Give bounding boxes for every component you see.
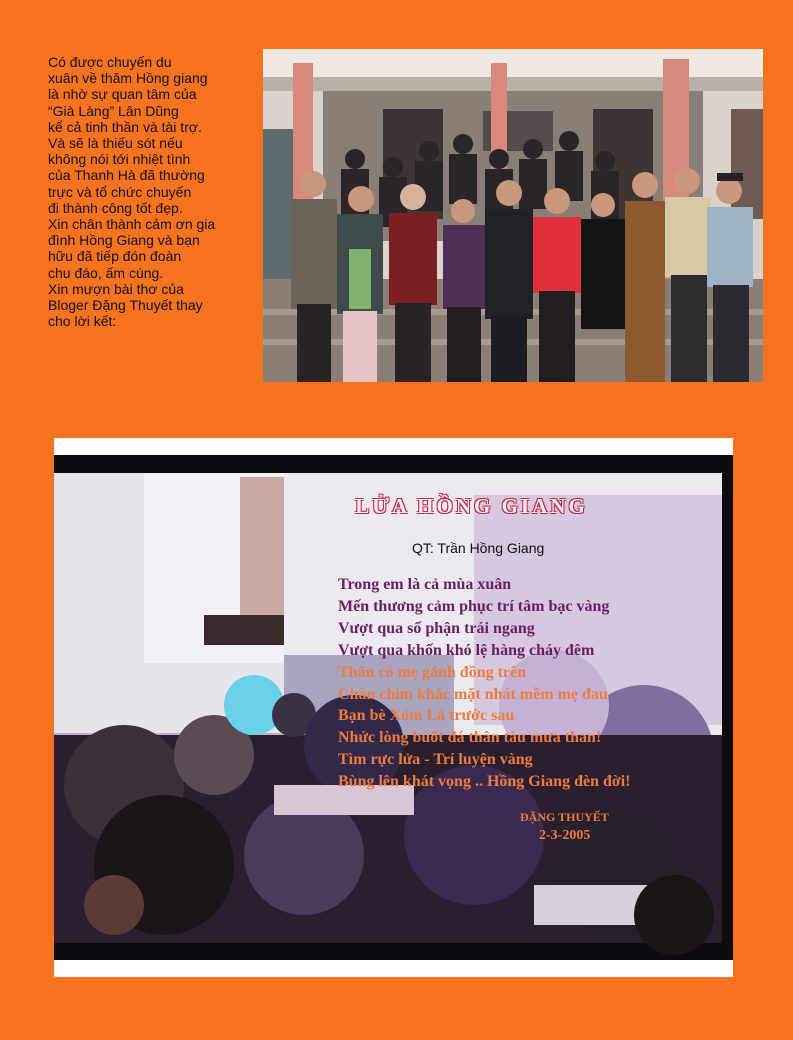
poem-verse-line: Trong em là cả mùa xuân xyxy=(338,576,512,593)
poem-author: ĐẶNG THUYẾT xyxy=(520,810,609,824)
poem-verse-line: Thân cò mẹ gánh đồng trên xyxy=(338,663,527,681)
poem-verse-line: Bạn bè Xóm Lá trước sau xyxy=(338,707,515,725)
poem-title: LỬA HỒNG GIANG xyxy=(355,494,588,518)
poem-verse-line: Mến thương cảm phục trí tâm bạc vàng xyxy=(338,597,610,615)
poem-verse-list xyxy=(338,574,631,793)
group-photo-illustration xyxy=(263,49,763,382)
poem-verse-line: Vượt qua khốn khó lệ hàng cháy đêm xyxy=(338,641,595,659)
poem-verse-line: Vượt qua số phận trái ngang xyxy=(338,619,535,637)
intro-paragraph: Và sẽ là thiếu sót nếu không nói tới nhiệt tình của Thanh Hà đã thường trực và tổ chức chuyến đi thành công tốt đẹp. xyxy=(48,135,205,216)
intro-paragraph: Xin chân thành cảm ơn gia đình Hồng Giang và bạn hữu đã tiếp đón đoàn chu đáo, ấm cúng. xyxy=(48,216,216,281)
poem-verse-line: Tìm rực lửa - Trí luyện vàng xyxy=(338,751,533,769)
group-photo xyxy=(263,49,763,382)
poem-verse-line: Nhức lòng buốt đá thân tàu mưa than! xyxy=(338,729,602,747)
poem-date: 2-3-2005 xyxy=(539,828,591,843)
intro-text xyxy=(48,54,253,329)
poem-verse-line: Chân chim khắc mặt nhát mềm mẹ đau xyxy=(338,685,608,703)
poem-byline: QT: Trần Hồng Giang xyxy=(412,540,545,556)
intro-paragraph: Có được chuyến du xuân về thăm Hồng giang là nhờ sự quan tâm của “Già Làng” Lân Dũng kể cả tinh thần và tài trợ. xyxy=(48,54,208,135)
poem-verse-line: Bùng lên khát vọng .. Hồng Giang đèn đời! xyxy=(338,773,631,791)
intro-paragraph: Xin mượn bài thơ của Bloger Đặng Thuyết thay cho lời kết: xyxy=(48,280,203,330)
